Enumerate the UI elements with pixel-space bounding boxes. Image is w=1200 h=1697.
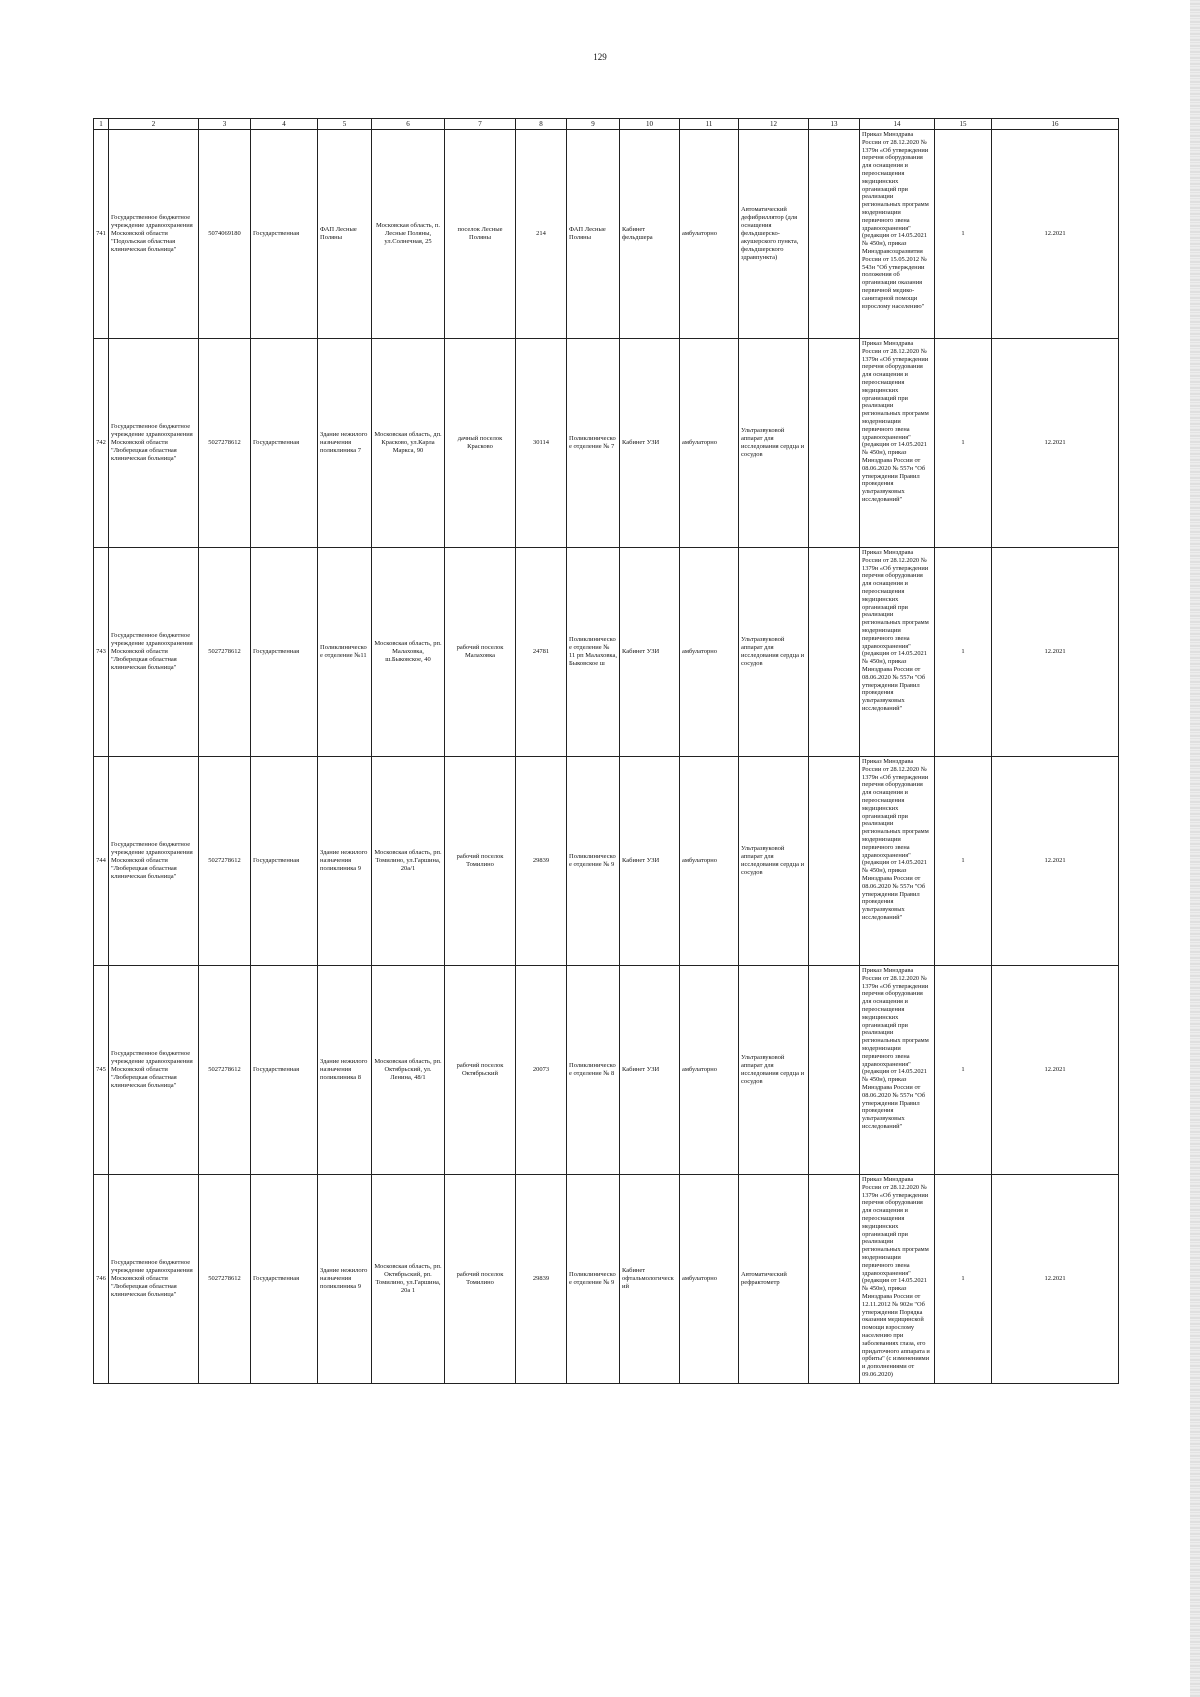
row-number: 743 (94, 548, 109, 757)
organization-name: Государственное бюджетное учреждение здравоохранения Московской области "Люберецкая областная клиническая больница" (109, 548, 199, 757)
organization-name: Государственное бюджетное учреждение здравоохранения Московской области "Люберецкая областная клиническая больница" (109, 339, 199, 548)
column-number: 2 (109, 119, 199, 130)
column-number: 10 (620, 119, 680, 130)
legal-basis-text: Приказ Минздрава России от 28.12.2020 № 1379н «Об утверждении перечня оборудования для оснащения и переоснащения медицинских организаций при реализации региональных программ модернизации первичного звена здравоохранения"(редакция от 14.05.2021 № 450н), приказ Минздрава России от 08.06.2020 № 557н "Об утверждении Правил проведения ультразвуковых исследований" (862, 758, 929, 921)
column-number: 16 (992, 119, 1119, 130)
empty-cell (809, 130, 860, 339)
quantity-cell: 1 (935, 966, 992, 1175)
date-cell: 12.2021 (992, 339, 1119, 548)
population-cell: 29839 (516, 757, 567, 966)
date-cell: 12.2021 (992, 548, 1119, 757)
row-number: 741 (94, 130, 109, 339)
equipment-cell: Ультразвуковой аппарат для исследования сердца и сосудов (739, 966, 809, 1175)
care-type-cell: амбулаторно (680, 966, 739, 1175)
table-row (94, 548, 1119, 757)
table-row (94, 130, 1119, 339)
quantity-cell: 1 (935, 757, 992, 966)
population-cell: 214 (516, 130, 567, 339)
settlement-cell: рабочий поселок Томилино (445, 757, 516, 966)
building-cell: Поликлиническое отделение №11 (318, 548, 372, 757)
equipment-cell: Автоматический рефрактометр (739, 1175, 809, 1384)
building-cell: Здание нежилого назначения поликлиника 7 (318, 339, 372, 548)
inn-cell: 5027278612 (199, 548, 251, 757)
legal-basis-text: Приказ Минздрава России от 28.12.2020 № 1379н «Об утверждении перечня оборудования для оснащения и переоснащения медицинских организаций при реализации региональных программ модернизации первичного звена здравоохранения"(редакция от 14.05.2021 № 450н), приказ Минздрава России от 08.06.2020 № 557н "Об утверждении Правил проведения ультразвуковых исследований" (862, 340, 929, 503)
ownership-cell: Государственная (251, 548, 318, 757)
date-cell: 12.2021 (992, 130, 1119, 339)
settlement-cell: рабочий поселок Малаховка (445, 548, 516, 757)
table-row (94, 757, 1119, 966)
legal-basis-text: Приказ Минздрава России от 28.12.2020 № 1379н «Об утверждении перечня оборудования для оснащения и переоснащения медицинских организаций при реализации региональных программ модернизации первичного звена здравоохранения"(редакция от 14.05.2021 № 450н), приказ Минздрава России от 08.06.2020 № 557н "Об утверждении Правил проведения ультразвуковых исследований" (862, 967, 929, 1130)
address-cell: Московская область, рп. Томилино, ул.Гаршина, 20а/1 (372, 757, 445, 966)
row-number: 744 (94, 757, 109, 966)
date-cell: 12.2021 (992, 1175, 1119, 1384)
row-number: 745 (94, 966, 109, 1175)
population-cell: 24781 (516, 548, 567, 757)
settlement-cell: поселок Лесные Поляны (445, 130, 516, 339)
address-cell: Московская область, рп. Октябрьский, ул. Ленина, 48/1 (372, 966, 445, 1175)
population-cell: 30114 (516, 339, 567, 548)
column-number: 3 (199, 119, 251, 130)
empty-cell (809, 966, 860, 1175)
address-cell: Московская область, дп. Красково, ул.Карла Маркса, 90 (372, 339, 445, 548)
organization-name: Государственное бюджетное учреждение здравоохранения Московской области "Люберецкая областная клиническая больница" (109, 1175, 199, 1384)
legal-basis-cell (860, 966, 935, 1175)
room-cell: Кабинет фельдшера (620, 130, 680, 339)
column-number: 9 (567, 119, 620, 130)
legal-basis-text: Приказ Минздрава России от 28.12.2020 № 1379н «Об утверждении перечня оборудования для оснащения и переоснащения медицинских организаций при реализации региональных программ модернизации первичного звена здравоохранения"(редакция от 14.05.2021 № 450н), приказ Минздрава России от 08.06.2020 № 557н "Об утверждении Правил проведения ультразвуковых исследований" (862, 549, 929, 712)
settlement-cell: рабочий поселок Томилино (445, 1175, 516, 1384)
row-number: 742 (94, 339, 109, 548)
settlement-cell: дачный поселок Красково (445, 339, 516, 548)
legal-basis-cell (860, 548, 935, 757)
legal-basis-cell (860, 757, 935, 966)
organization-name: Государственное бюджетное учреждение здравоохранения Московской области "Люберецкая областная клиническая больница" (109, 757, 199, 966)
legal-basis-cell (860, 339, 935, 548)
building-cell: Здание нежилого назначения поликлиника 8 (318, 966, 372, 1175)
column-number: 5 (318, 119, 372, 130)
care-type-cell: амбулаторно (680, 339, 739, 548)
building-cell: Здание нежилого назначения поликлиника 9 (318, 1175, 372, 1384)
column-number: 7 (445, 119, 516, 130)
empty-cell (809, 757, 860, 966)
room-cell: Кабинет УЗИ (620, 757, 680, 966)
empty-cell (809, 1175, 860, 1384)
column-number: 15 (935, 119, 992, 130)
care-type-cell: амбулаторно (680, 548, 739, 757)
date-cell: 12.2021 (992, 966, 1119, 1175)
care-type-cell: амбулаторно (680, 130, 739, 339)
population-cell: 20073 (516, 966, 567, 1175)
unit-cell: Поликлиническое отделение № 11 рп Малаховка, Быковское ш (567, 548, 620, 757)
quantity-cell: 1 (935, 130, 992, 339)
legal-basis-text: Приказ Минздрава России от 28.12.2020 № 1379н «Об утверждении перечня оборудования для оснащения и переоснащения медицинских организаций при реализации региональных программ модернизации первичного звена здравоохранения"(редакция от 14.05.2021 № 450н), приказ Минздравсоцразвития России от 15.05.2012 № 543н "Об утверждении положения об организации оказания первичной медико-санитарной помощи взрослому населению" (862, 131, 929, 310)
unit-cell: Поликлиническое отделение № 8 (567, 966, 620, 1175)
unit-cell: ФАП Лесные Поляны (567, 130, 620, 339)
column-number: 6 (372, 119, 445, 130)
inn-cell: 5027278612 (199, 339, 251, 548)
address-cell: Московская область, п. Лесные Поляны, ул.Солнечная, 25 (372, 130, 445, 339)
care-type-cell: амбулаторно (680, 757, 739, 966)
quantity-cell: 1 (935, 339, 992, 548)
row-number: 746 (94, 1175, 109, 1384)
settlement-cell: рабочий поселок Октябрьский (445, 966, 516, 1175)
inn-cell: 5027278612 (199, 966, 251, 1175)
scan-edge (1190, 0, 1200, 1697)
unit-cell: Поликлиническое отделение № 7 (567, 339, 620, 548)
building-cell: ФАП Лесные Поляны (318, 130, 372, 339)
equipment-cell: Ультразвуковой аппарат для исследования сердца и сосудов (739, 548, 809, 757)
ownership-cell: Государственная (251, 130, 318, 339)
legal-basis-text: Приказ Минздрава России от 28.12.2020 № 1379н «Об утверждении перечня оборудования для оснащения и переоснащения медицинских организаций при реализации региональных программ модернизации первичного звена здравоохранения"(редакция от 14.05.2021 № 450н), приказ Минздрава России от 12.11.2012 № 902н "Об утверждении Порядка оказания медицинской помощи взрослому населению при заболеваниях глаза, его придаточного аппарата и орбиты" (с изменениями и дополнениями от 09.06.2020) (862, 1176, 930, 1378)
unit-cell: Поликлиническое отделение № 9 (567, 1175, 620, 1384)
legal-basis-cell (860, 1175, 935, 1384)
ownership-cell: Государственная (251, 757, 318, 966)
organization-name: Государственное бюджетное учреждение здравоохранения Московской области "Подольская областная клиническая больница" (109, 130, 199, 339)
column-number: 13 (809, 119, 860, 130)
date-cell: 12.2021 (992, 757, 1119, 966)
inn-cell: 5027278612 (199, 757, 251, 966)
ownership-cell: Государственная (251, 966, 318, 1175)
empty-cell (809, 339, 860, 548)
inn-cell: 5027278612 (199, 1175, 251, 1384)
legal-basis-cell (860, 130, 935, 339)
quantity-cell: 1 (935, 1175, 992, 1384)
room-cell: Кабинет офтальмологический (620, 1175, 680, 1384)
room-cell: Кабинет УЗИ (620, 548, 680, 757)
room-cell: Кабинет УЗИ (620, 966, 680, 1175)
organization-name: Государственное бюджетное учреждение здравоохранения Московской области "Люберецкая областная клиническая больница" (109, 966, 199, 1175)
equipment-cell: Ультразвуковой аппарат для исследования сердца и сосудов (739, 339, 809, 548)
ownership-cell: Государственная (251, 1175, 318, 1384)
building-cell: Здание нежилого назначения поликлиника 9 (318, 757, 372, 966)
table-row (94, 1175, 1119, 1384)
table-row (94, 339, 1119, 548)
ownership-cell: Государственная (251, 339, 318, 548)
column-number: 12 (739, 119, 809, 130)
quantity-cell: 1 (935, 548, 992, 757)
equipment-table (93, 118, 1119, 1384)
column-number: 14 (860, 119, 935, 130)
care-type-cell: амбулаторно (680, 1175, 739, 1384)
unit-cell: Поликлиническое отделение № 9 (567, 757, 620, 966)
empty-cell (809, 548, 860, 757)
equipment-cell: Ультразвуковой аппарат для исследования сердца и сосудов (739, 757, 809, 966)
equipment-cell: Автоматический дефибриллятор (для оснащения фельдшерско-акушерского пункта, фельдшерского здравпункта) (739, 130, 809, 339)
column-number: 1 (94, 119, 109, 130)
inn-cell: 5074069180 (199, 130, 251, 339)
page-number: 129 (593, 52, 607, 62)
column-number: 4 (251, 119, 318, 130)
population-cell: 29839 (516, 1175, 567, 1384)
room-cell: Кабинет УЗИ (620, 339, 680, 548)
header-row (94, 119, 1119, 130)
address-cell: Московская область, рп. Малаховка, ш.Быковское, 40 (372, 548, 445, 757)
address-cell: Московская область, рп. Октябрьский, рп. Томилино, ул.Гаршина, 20а 1 (372, 1175, 445, 1384)
table-row (94, 966, 1119, 1175)
column-number: 11 (680, 119, 739, 130)
column-number: 8 (516, 119, 567, 130)
